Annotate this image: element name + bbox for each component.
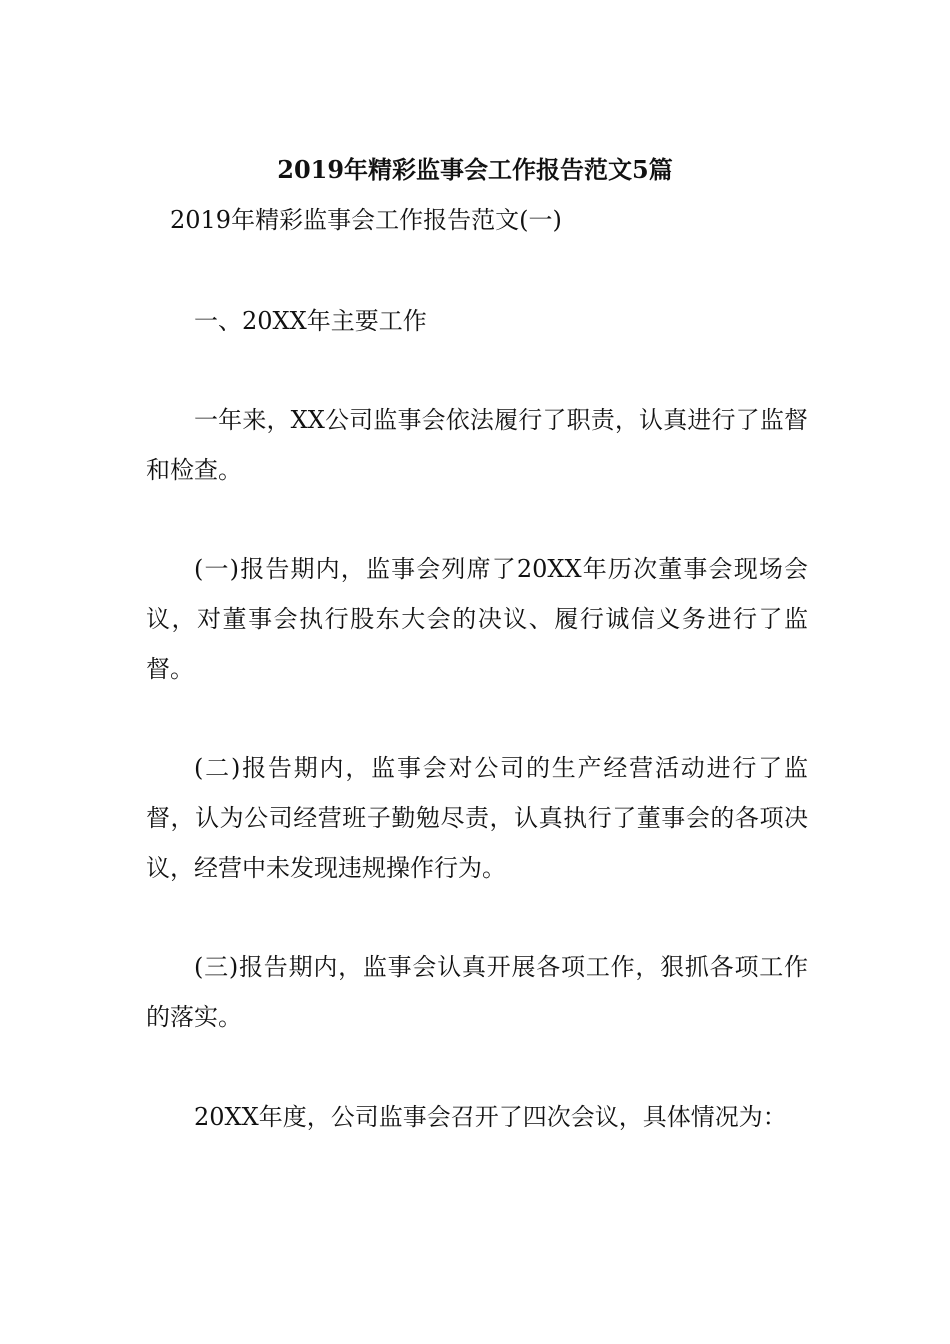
document-title: 2019年精彩监事会工作报告范文5篇: [277, 155, 673, 184]
paragraph: 20XX年度，公司监事会召开了四次会议，具体情况为：: [194, 1103, 787, 1131]
paragraph: (二)报告期内，监事会对公司的生产经营活动进行了监督，认为公司经营班子勤勉尽责，认真执行了董事会的各项决议，经营中未发现违规操作行为。: [146, 754, 808, 882]
section-heading: 一、20XX年主要工作: [194, 307, 427, 335]
document-subtitle: 2019年精彩监事会工作报告范文(一): [170, 206, 562, 234]
paragraph: 一年来，XX公司监事会依法履行了职责，认真进行了监督和检查。: [146, 406, 808, 484]
paragraph: (三)报告期内，监事会认真开展各项工作，狠抓各项工作的落实。: [146, 953, 808, 1031]
paragraph: (一)报告期内，监事会列席了20XX年历次董事会现场会议，对董事会执行股东大会的决议、履行诚信义务进行了监督。: [146, 555, 808, 683]
